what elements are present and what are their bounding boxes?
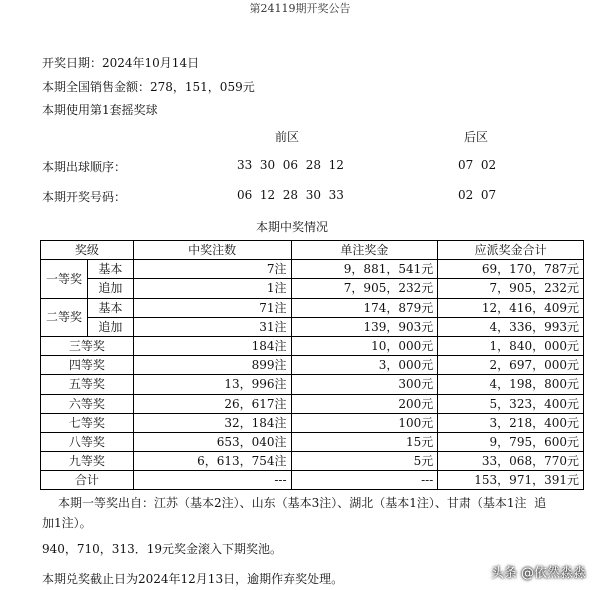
prize-name: 五等奖 bbox=[41, 375, 134, 394]
winning-numbers-front: 06 12 28 30 33 bbox=[237, 188, 344, 202]
single-prize: 174，879元 bbox=[291, 298, 438, 317]
draw-date: 开奖日期：2024年10月14日 bbox=[42, 56, 200, 70]
prize-name: 四等奖 bbox=[41, 356, 134, 375]
draw-order-front: 33 30 06 28 12 bbox=[237, 158, 344, 172]
sum-prize: --- bbox=[291, 471, 438, 490]
prize-name: 三等奖 bbox=[41, 336, 134, 355]
header-total: 应派奖金合计 bbox=[438, 241, 584, 260]
total-prize: 33，068，770元 bbox=[438, 452, 584, 471]
draw-order-label: 本期出球顺序： bbox=[42, 160, 127, 174]
winner-count: 184注 bbox=[133, 336, 291, 355]
table-row bbox=[41, 317, 584, 336]
winner-count: 26，617注 bbox=[133, 394, 291, 413]
winner-count: 653，040注 bbox=[133, 432, 291, 451]
total-prize: 4，336，993元 bbox=[438, 317, 584, 336]
total-prize: 3，218，400元 bbox=[438, 413, 584, 432]
table-row bbox=[41, 356, 584, 375]
table-row bbox=[41, 279, 584, 298]
single-prize: 10，000元 bbox=[291, 336, 438, 355]
prize-type: 基本 bbox=[87, 298, 133, 317]
total-prize: 9，795，600元 bbox=[438, 432, 584, 451]
prize-section-title: 本期中奖情况 bbox=[256, 220, 329, 234]
ball-set: 本期使用第1套摇奖球 bbox=[42, 103, 158, 117]
total-prize: 1，840，000元 bbox=[438, 336, 584, 355]
single-prize: 5元 bbox=[291, 452, 438, 471]
table-row bbox=[41, 394, 584, 413]
single-prize: 300元 bbox=[291, 375, 438, 394]
table-row bbox=[41, 413, 584, 432]
claim-deadline: 本期兑奖截止日为2024年12月13日，逾期作弃奖处理。 bbox=[42, 572, 344, 586]
total-prize: 2，697，000元 bbox=[438, 356, 584, 375]
prize-name: 七等奖 bbox=[41, 413, 134, 432]
single-prize: 3，000元 bbox=[291, 356, 438, 375]
sum-count: --- bbox=[133, 471, 291, 490]
total-prize: 12，416，409元 bbox=[438, 298, 584, 317]
winner-count: 13，996注 bbox=[133, 375, 291, 394]
first-prize-origin-line1: 本期一等奖出自：江苏（基本2注）、山东（基本3注）、湖北（基本1注）、甘肃（基本1注 追 bbox=[58, 496, 547, 510]
back-zone-label: 后区 bbox=[464, 130, 489, 144]
sum-total: 153，971，391元 bbox=[438, 471, 584, 490]
single-prize: 15元 bbox=[291, 432, 438, 451]
table-sum-row bbox=[41, 471, 584, 490]
sales-amount: 本期全国销售金额：278，151，059元 bbox=[42, 80, 255, 94]
sum-label: 合计 bbox=[41, 471, 134, 490]
single-prize: 100元 bbox=[291, 413, 438, 432]
total-prize: 7，905，232元 bbox=[438, 279, 584, 298]
winner-count: 71注 bbox=[133, 298, 291, 317]
watermark: 头条 @依然淼淼 bbox=[490, 566, 586, 581]
single-prize: 139，903元 bbox=[291, 317, 438, 336]
front-zone-label: 前区 bbox=[275, 130, 300, 144]
header-prize: 单注奖金 bbox=[291, 241, 438, 260]
prize-name: 八等奖 bbox=[41, 432, 134, 451]
first-prize-name: 一等奖 bbox=[41, 260, 88, 298]
table-row bbox=[41, 260, 584, 279]
prize-type: 追加 bbox=[87, 317, 133, 336]
announcement-title: 第24119期开奖公告 bbox=[249, 2, 351, 15]
winner-count: 6，613，754注 bbox=[133, 452, 291, 471]
table-row bbox=[41, 452, 584, 471]
header-level: 奖级 bbox=[41, 241, 134, 260]
prize-type: 基本 bbox=[87, 260, 133, 279]
single-prize: 200元 bbox=[291, 394, 438, 413]
table-row bbox=[41, 432, 584, 451]
first-prize-origin-line2: 加1注）。 bbox=[42, 516, 92, 530]
prize-name: 九等奖 bbox=[41, 452, 134, 471]
single-prize: 7，905，232元 bbox=[291, 279, 438, 298]
total-prize: 4，198，800元 bbox=[438, 375, 584, 394]
winning-numbers-back: 02 07 bbox=[458, 188, 497, 202]
prize-type: 追加 bbox=[87, 279, 133, 298]
prize-name: 六等奖 bbox=[41, 394, 134, 413]
winning-numbers-label: 本期开奖号码： bbox=[42, 190, 127, 204]
single-prize: 9，881，541元 bbox=[291, 260, 438, 279]
total-prize: 69，170，787元 bbox=[438, 260, 584, 279]
table-row bbox=[41, 298, 584, 317]
total-prize: 5，323，400元 bbox=[438, 394, 584, 413]
header-count: 中奖注数 bbox=[133, 241, 291, 260]
winner-count: 899注 bbox=[133, 356, 291, 375]
prize-pool-rollover: 940，710，313．19元奖金滚入下期奖池。 bbox=[42, 542, 282, 556]
draw-order-back: 07 02 bbox=[458, 158, 497, 172]
second-prize-name: 二等奖 bbox=[41, 298, 88, 336]
winner-count: 7注 bbox=[133, 260, 291, 279]
prize-table bbox=[40, 240, 584, 490]
table-row bbox=[41, 336, 584, 355]
table-header-row bbox=[41, 241, 584, 260]
winner-count: 31注 bbox=[133, 317, 291, 336]
table-row bbox=[41, 375, 584, 394]
winner-count: 1注 bbox=[133, 279, 291, 298]
winner-count: 32，184注 bbox=[133, 413, 291, 432]
